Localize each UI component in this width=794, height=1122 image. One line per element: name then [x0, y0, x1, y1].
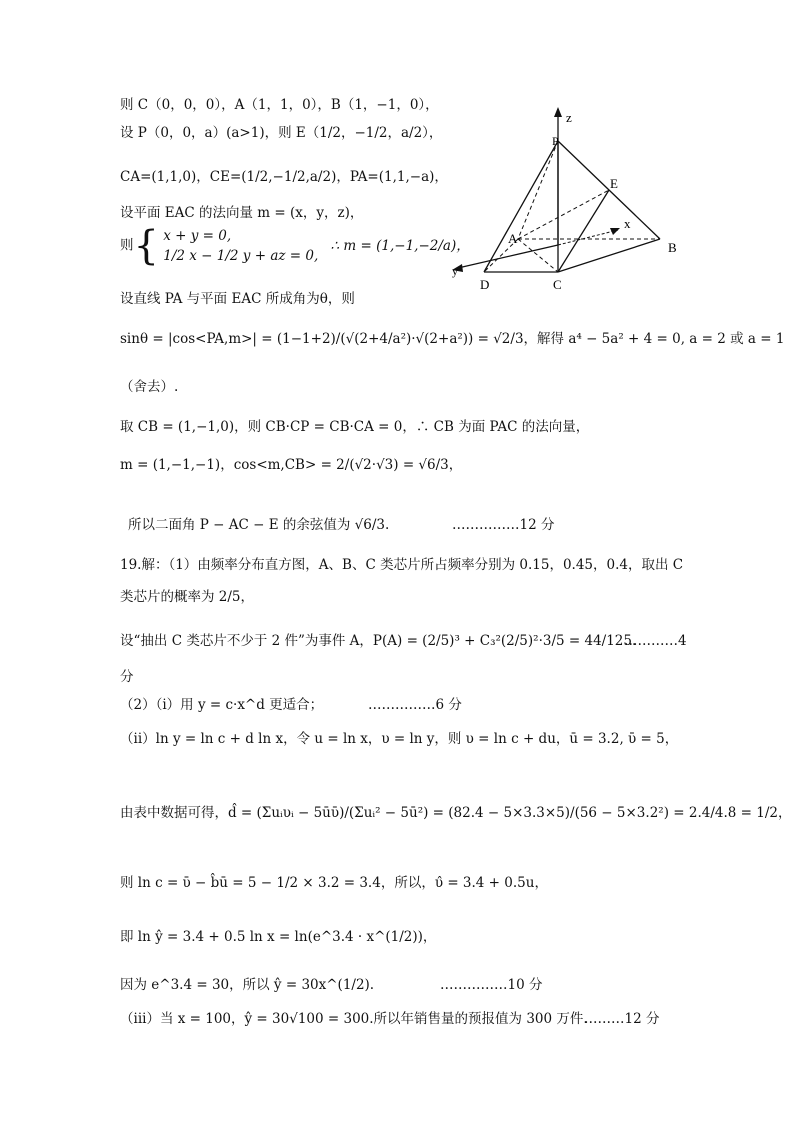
edge-PA [518, 141, 558, 239]
label-z: z [566, 110, 572, 125]
pyramid-figure [440, 95, 690, 295]
label-P: P [552, 134, 559, 148]
line-cos-angle: m = (1,−1,−1)，cos<m,CB> = 2/(√2·√3) = √6/3， [120, 457, 463, 473]
line-discard: （舍去）. [120, 379, 179, 395]
line-e-power: 因为 e^3.4 = 30，所以 ŷ = 30x^(1/2). [120, 977, 375, 993]
line-score-unit: 分 [120, 669, 134, 685]
label-C: C [553, 277, 562, 292]
y-axis [458, 245, 558, 268]
line-q2-ii: （ii）ln y = ln c + d ln x，令 u = ln x，υ = ln y，则 υ = ln c + du，ū = 3.2, ῡ = 5， [120, 731, 679, 747]
line-ln-c: 则 ln c = ῡ − b̂ū = 5 − 1/2 × 3.2 = 3.4，所以，υ̂ = 3.4 + 0.5u， [120, 875, 548, 891]
z-axis-arrow [554, 107, 562, 117]
label-B: B [668, 240, 677, 255]
score-6: ……………6 分 [368, 697, 462, 713]
line-sin-theta: sinθ = |cos<PA,m>| = (1−1+2)/(√(2+4/a²)·√(2+a²)) = √2/3，解得 a⁴ − 5a² + 4 = 0, a = 2 或 a = 1 [120, 331, 785, 347]
line-angle-def: 设直线 PA 与平面 EAC 所成角为θ，则 [120, 291, 355, 307]
score-12-a: ……………12 分 [452, 517, 555, 533]
label-D: D [480, 277, 490, 292]
then-label: 则 [120, 237, 134, 254]
score-12-b: ………12 分 [584, 1011, 660, 1027]
line-set-P: 设 P（0，0，a）(a>1)，则 E（1/2，−1/2，a/2）， [120, 125, 443, 141]
line-ln-y-hat: 即 ln ŷ = 3.4 + 0.5 ln x = ln(e^3.4 · x^(1/2))， [120, 929, 437, 945]
label-E: E [610, 176, 618, 191]
x-axis-arrow [610, 228, 620, 235]
normal-result: ∴ m = (1,−1,−2/a)， [330, 237, 470, 254]
edge-CB [558, 239, 660, 272]
line-dihedral: 所以二面角 P − AC − E 的余弦值为 √6/3. [128, 517, 390, 533]
label-y: y [452, 264, 458, 278]
line-q19: 19.解：（1）由频率分布直方图，A、B、C 类芯片所占频率分别为 0.15，0.45，0.4，取出 C [120, 557, 684, 573]
eq-1: x + y = 0, [163, 228, 232, 244]
line-event-A: 设“抽出 C 类芯片不少于 2 件”为事件 A，P(A) = (2/5)³ + C₃²(2/5)²·3/5 = 44/125. [120, 633, 637, 649]
eq-2: 1/2 x − 1/2 y + az = 0, [163, 248, 319, 264]
line-vectors: CA=(1,1,0)，CE=(1/2,−1/2,a/2)，PA=(1,1,−a)， [120, 169, 448, 185]
line-normal-vector: 设平面 EAC 的法向量 m = (x，y，z)， [120, 205, 364, 221]
label-A: A [508, 231, 518, 246]
line-probability: 类芯片的概率为 2/5， [120, 589, 255, 605]
edge-PD [484, 141, 558, 272]
equation-system [163, 226, 318, 266]
edge-AE [518, 190, 609, 239]
line-system [120, 223, 470, 269]
line-q2-iii: （iii）当 x = 100，ŷ = 30√100 = 300.所以年销售量的预报值为 300 万件. [120, 1011, 588, 1027]
line-q2-i: （2）（i）用 y = c·x^d 更适合； [120, 697, 324, 713]
line-CB-normal: 取 CB = (1,−1,0)，则 CB·CP = CB·CA = 0，∴ CB 为面 PAC 的法向量， [120, 419, 590, 435]
brace: { [133, 223, 159, 269]
edge-CE [558, 190, 609, 272]
label-x: x [624, 216, 631, 231]
line-coords: 则 C（0，0，0），A（1，1，0），B（1，−1，0）， [120, 97, 439, 113]
line-d-hat: 由表中数据可得，d̂ = (Σuᵢυᵢ − 5ūῡ)/(Σuᵢ² − 5ū²) = (82.4 − 5×3.3×5)/(56 − 5×3.2²) = 2.4/4.8 = 1/2， [120, 805, 792, 821]
x-axis [558, 230, 618, 245]
score-4: …………4 [624, 633, 687, 649]
edge-AC [518, 239, 558, 272]
score-10: ……………10 分 [440, 977, 543, 993]
